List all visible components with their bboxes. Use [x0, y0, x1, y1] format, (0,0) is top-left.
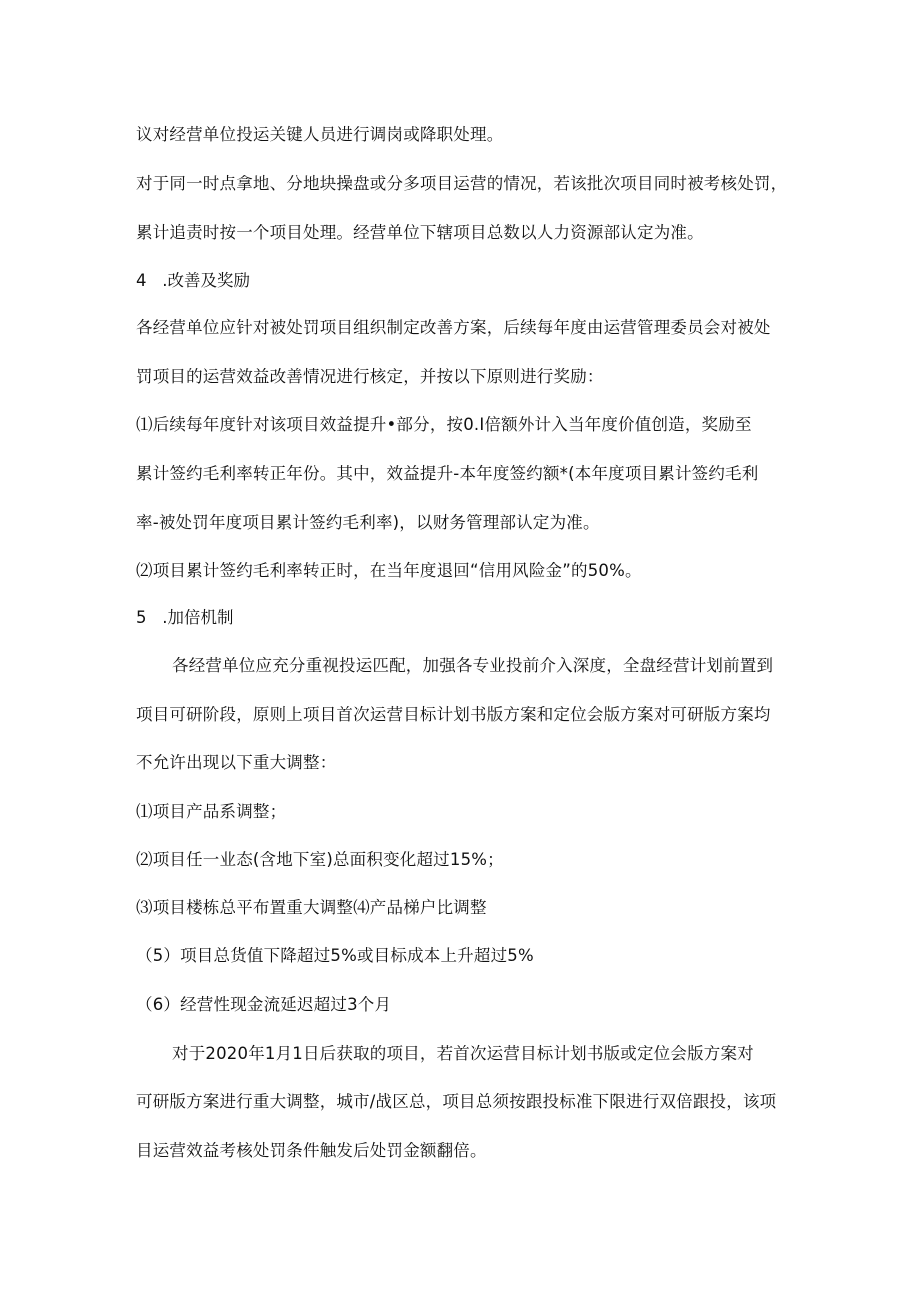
paragraph-line: 可研版方案进行重大调整，城市/战区总，项目总须按跟投标准下限进行双倍跟投，该项 [136, 1092, 777, 1111]
paragraph-line: 目运营效益考核处罚条件触发后处罚金额翻倍。 [136, 1141, 487, 1160]
list-item-line: ⑴后续每年度针对该项目效益提升•部分，按0.I倍额外计入当年度价值创造，奖励至 [136, 415, 752, 434]
paragraph-line: 对于同一时点拿地、分地块操盘或分多项目运营的情况，若该批次项目同时被考核处罚， [136, 174, 788, 193]
paragraph-line: 各经营单位应充分重视投运匹配，加强各专业投前介入深度，全盘经营计划前置到 [172, 656, 774, 675]
paragraph-line: 罚项目的运营效益改善情况进行核定，并按以下原则进行奖励： [136, 367, 604, 386]
paragraph-line: 累计签约毛利率转正年份。其中，效益提升-本年度签约额*(本年度项目累计签约毛利 [136, 464, 759, 483]
paragraph-line: 不允许出现以下重大调整： [136, 753, 337, 772]
paragraph-line: 议对经营单位投运关键人员进行调岗或降职处理。 [136, 125, 504, 144]
paragraph-line: 对于2020年1月1日后获取的项目，若首次运营目标计划书版或定位会版方案对 [172, 1044, 754, 1063]
section-heading-5: 5 .加倍机制 [136, 608, 234, 627]
paragraph-line: 各经营单位应针对被处罚项目组织制定改善方案，后续每年度由运营管理委员会对被处 [136, 318, 771, 337]
paragraph-line: 累计追责时按一个项目处理。经营单位下辖项目总数以人力资源部认定为准。 [136, 223, 704, 242]
list-item-line: ⑴项目产品系调整； [136, 802, 287, 821]
list-item-line: ⑶项目楼栋总平布置重大调整⑷产品梯户比调整 [136, 898, 487, 917]
list-item-line: ⑵项目累计签约毛利率转正时，在当年度退回“信用风险金”的50%。 [136, 561, 642, 580]
section-heading-4: 4 .改善及奖励 [136, 271, 250, 290]
list-item-line: （5）项目总货值下降超过5%或目标成本上升超过5% [136, 946, 534, 965]
paragraph-line: 项目可研阶段，原则上项目首次运营目标计划书版方案和定位会版方案对可研版方案均 [136, 705, 771, 724]
list-item-line: （6）经营性现金流延迟超过3个月 [136, 995, 392, 1014]
list-item-line: ⑵项目任一业态(含地下室)总面积变化超过15%； [136, 850, 504, 869]
paragraph-line: 率-被处罚年度项目累计签约毛利率)，以财务管理部认定为准。 [136, 513, 600, 532]
